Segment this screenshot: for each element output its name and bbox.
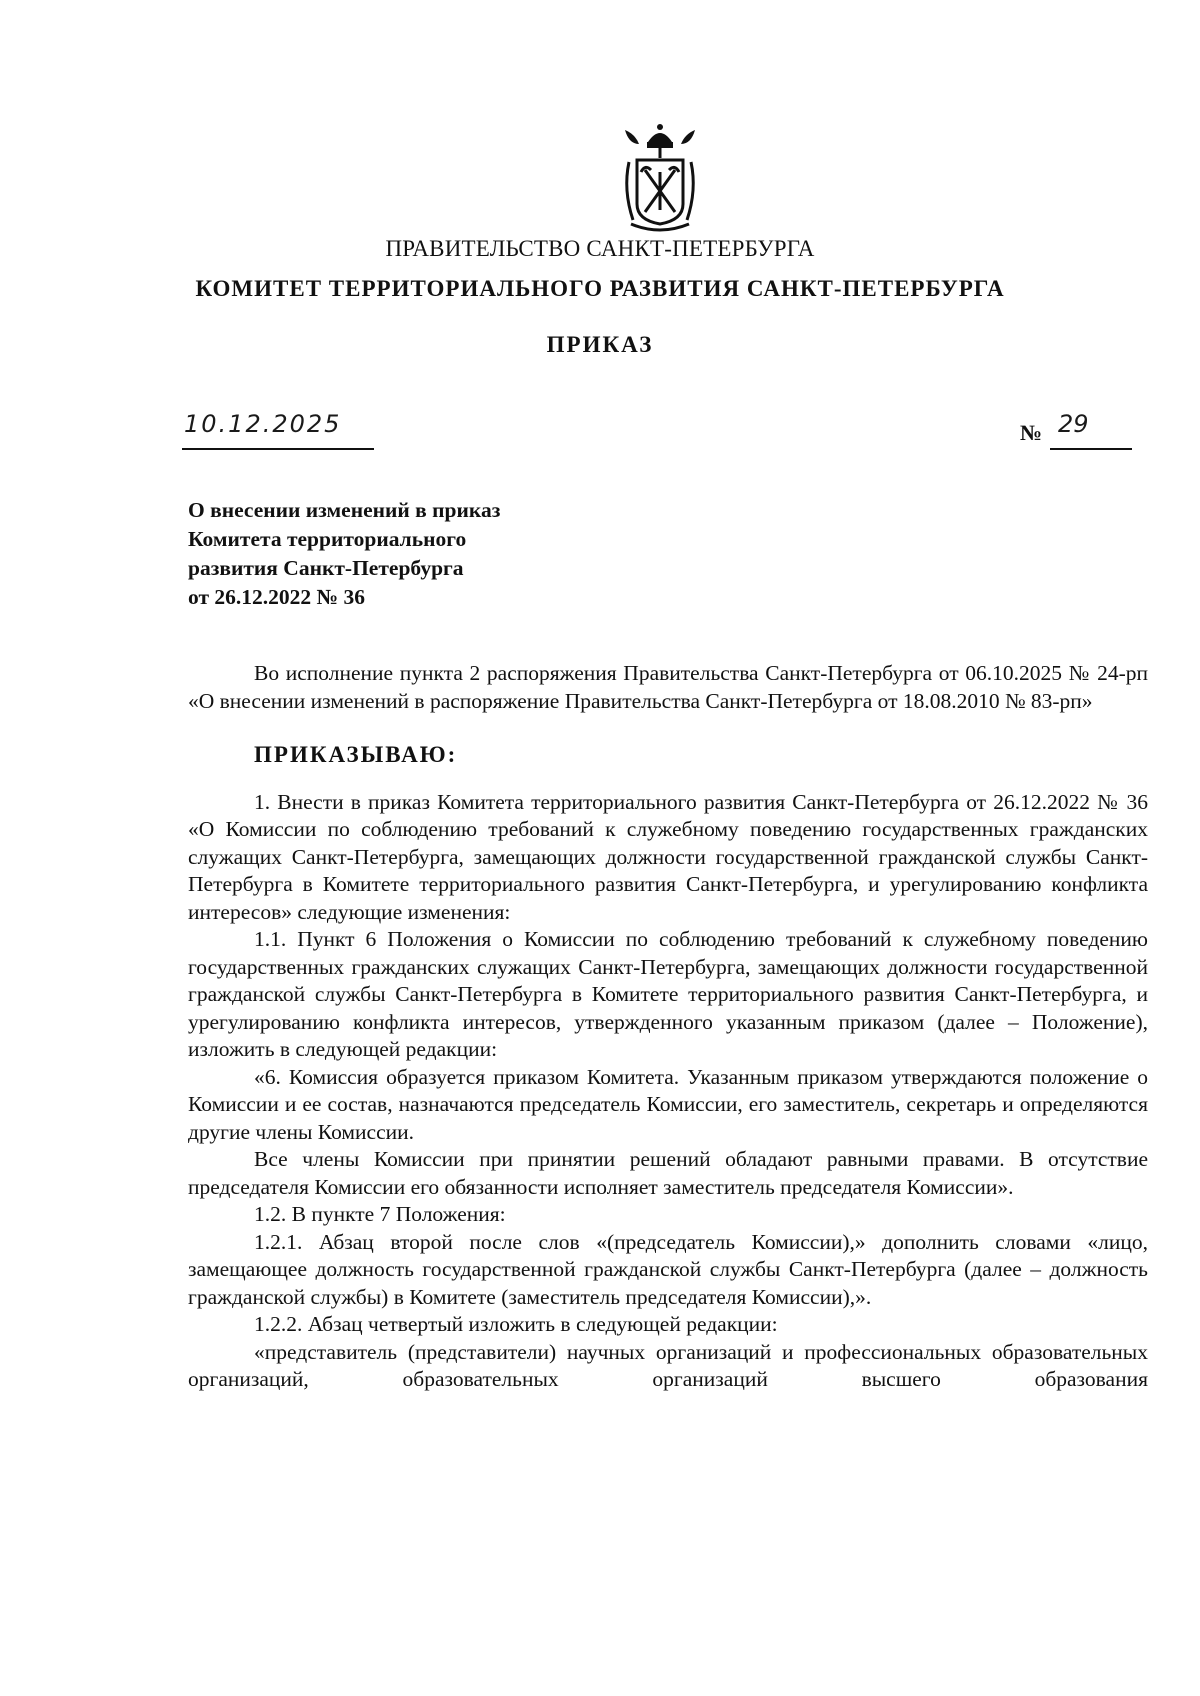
preamble-paragraph: Во исполнение пункта 2 распоряжения Правительства Санкт-Петербурга от 06.10.2025 № 24-рп «О внесении изменений в распоряжение Правительства Санкт-Петербурга от 18.08.2010 № 83-рп» bbox=[188, 661, 1148, 713]
subject-line: от 26.12.2022 № 36 bbox=[188, 585, 366, 609]
quoted-paragraph-6-cont: Все члены Комиссии при принятии решений обладают равными правами. В отсутствие председателя Комиссии его обязанности исполняет заместитель председателя Комиссии». bbox=[188, 1147, 1148, 1199]
order-word: ПРИКАЗЫВАЮ: bbox=[254, 742, 458, 767]
quoted-paragraph-6: «6. Комиссия образуется приказом Комитета. Указанным приказом утверждаются положение о Комиссии и ее состав, назначаются председатель Комиссии, его заместитель, секретарь и определяются другие члены Комиссии. bbox=[188, 1064, 1148, 1144]
government-heading: ПРАВИТЕЛЬСТВО САНКТ-ПЕТЕРБУРГА bbox=[385, 236, 815, 261]
document-date: 10.12.2025 bbox=[184, 410, 342, 438]
document-subject bbox=[188, 496, 688, 612]
paragraph-1-2-2: 1.2.2. Абзац четвертый изложить в следующей редакции: bbox=[254, 1312, 778, 1336]
subject-line: О внесении изменений в приказ bbox=[188, 498, 501, 522]
document-type: ПРИКАЗ bbox=[546, 332, 654, 357]
paragraph-1-2: 1.2. В пункте 7 Положения: bbox=[254, 1202, 506, 1226]
document-body bbox=[188, 660, 1148, 1394]
paragraph-1-2-1: 1.2.1. Абзац второй после слов «(председатель Комиссии),» дополнить словами «лицо, замещающее должность государственной гражданской службы Санкт-Петербурга (далее – должность гражданской службы) в Комитете (заместитель председателя Комиссии),». bbox=[188, 1229, 1148, 1309]
quoted-paragraph-representatives: «представитель (представители) научных организаций и профессиональных образовательных организаций, образовательных организаций высшего образования bbox=[188, 1339, 1148, 1391]
document-number: 29 bbox=[1058, 410, 1089, 438]
number-label: № bbox=[1020, 420, 1043, 445]
coat-of-arms-icon bbox=[615, 120, 705, 238]
paragraph-1-1: 1.1. Пункт 6 Положения о Комиссии по соблюдению требований к служебному поведению государственных гражданских служащих Санкт-Петербурга, замещающих должности государственной гражданской службы Санкт-Петербурга в Комитете территориального развития Санкт-Петербурга, и урегулированию конфликта интересов, утвержденного указанным приказом (далее – Положение), изложить в следующей редакции: bbox=[188, 927, 1148, 1061]
paragraph-1: 1. Внести в приказ Комитета территориального развития Санкт-Петербурга от 26.12.2022 № 36 «О Комиссии по соблюдению требований к служебному поведению государственных гражданских служащих Санкт-Петербурга, замещающих должности государственной гражданской службы Санкт-Петербурга в Комитете территориального развития Санкт-Петербурга, и урегулированию конфликта интересов» следующие изменения: bbox=[188, 789, 1148, 924]
committee-heading: КОМИТЕТ ТЕРРИТОРИАЛЬНОГО РАЗВИТИЯ САНКТ-ПЕТЕРБУРГА bbox=[195, 276, 1005, 301]
subject-line: развития Санкт-Петербурга bbox=[188, 556, 464, 580]
subject-line: Комитета территориального bbox=[188, 527, 467, 551]
